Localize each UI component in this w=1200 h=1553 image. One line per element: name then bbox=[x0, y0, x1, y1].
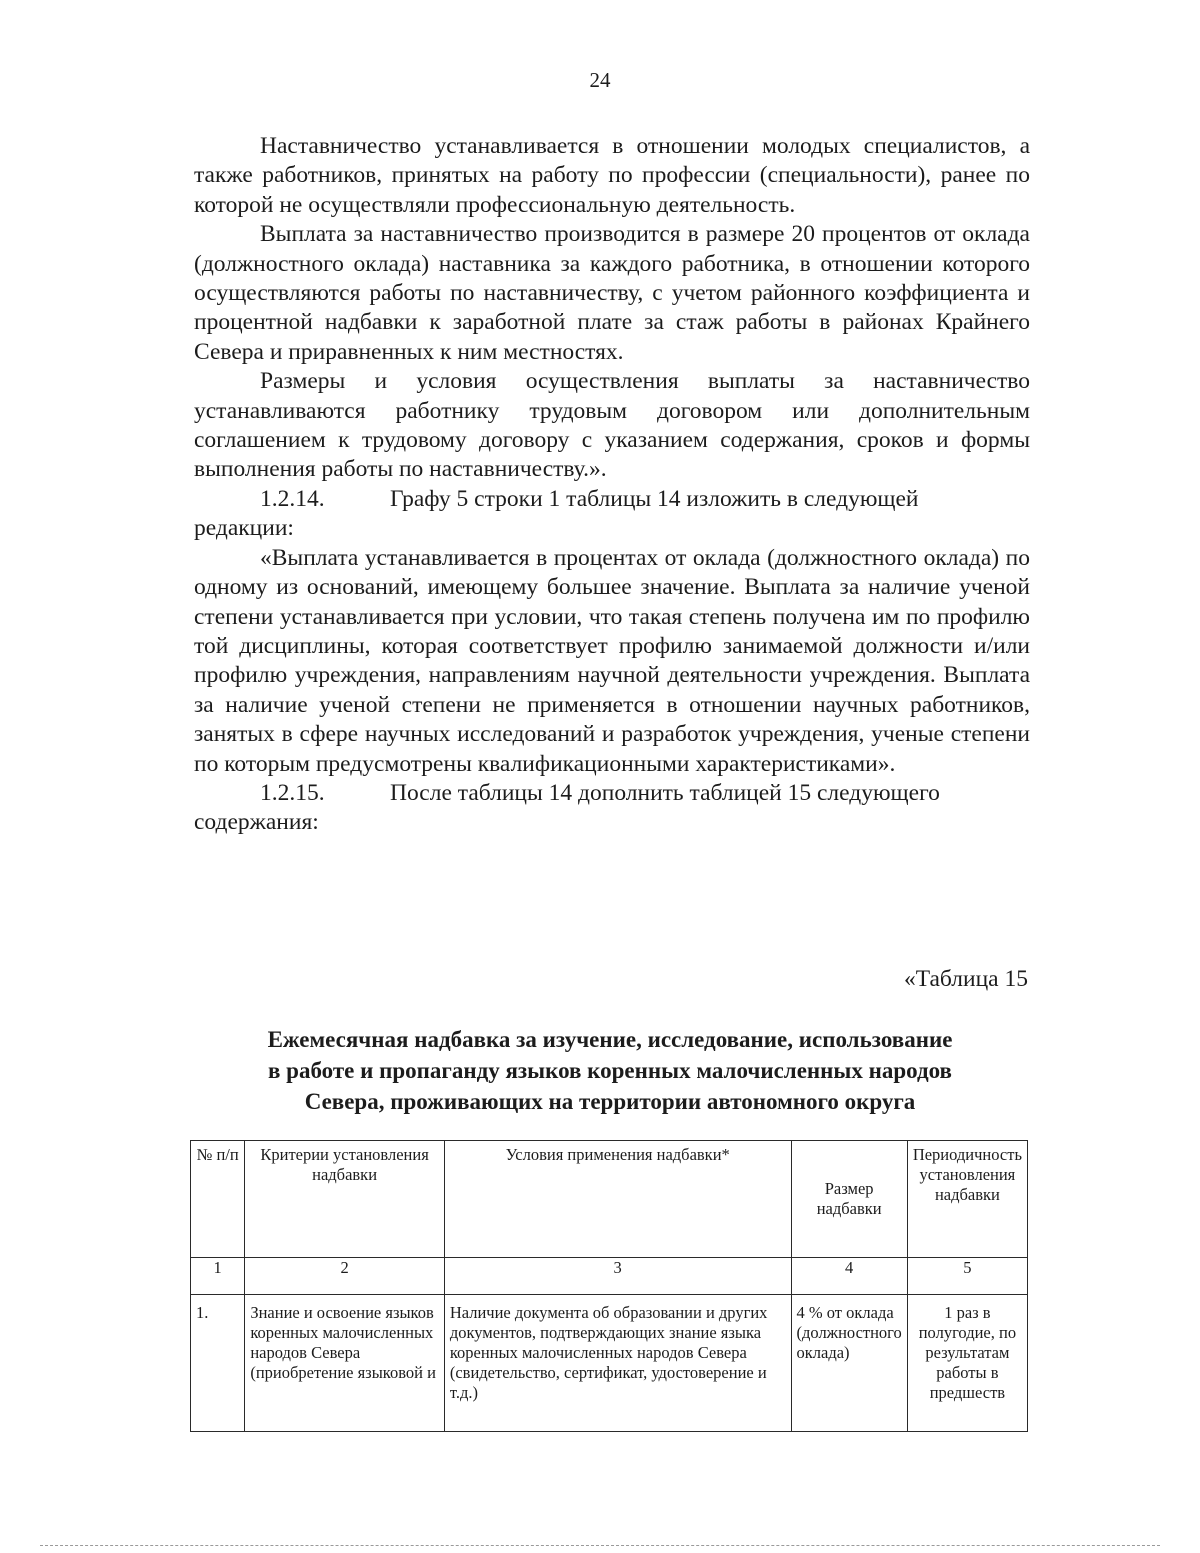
column-number: 3 bbox=[444, 1258, 791, 1295]
column-number: 1 bbox=[191, 1258, 245, 1295]
column-number-row bbox=[191, 1258, 1028, 1295]
clause-text-tail: содержания: bbox=[194, 809, 319, 836]
page-bottom-divider bbox=[40, 1545, 1160, 1546]
clause-1-2-15 bbox=[194, 779, 1030, 838]
periodicity-cell: 1 раз в полугодие, по результатам работы в предшеств bbox=[907, 1295, 1027, 1432]
clause-number: 1.2.15. bbox=[260, 779, 325, 806]
header-criteria: Критерии установления надбавки bbox=[245, 1141, 445, 1258]
quoted-paragraph: «Выплата устанавливается в процентах от оклада (должностного оклада) по одному из оснований, имеющему большее значение. Выплата за наличие ученой степени устанавливается при условии, что такая степень получена им по профилю той дисциплины, которая соответствует профилю занимаемой должности и/или профилю учреждения, направлениям научной деятельности учреждения. Выплата за наличие ученой степени не применяется в отношении научных работников, занятых в сфере научных исследований и разработок учреждения, ученые степени по которым предусмотрены квалификационными характеристиками». bbox=[194, 544, 1030, 777]
clause-text-tail: редакции: bbox=[194, 515, 294, 542]
body-text bbox=[194, 132, 1030, 838]
clause-1-2-14 bbox=[194, 485, 1030, 544]
table-reference: «Таблица 15 bbox=[903, 966, 1028, 992]
column-number: 2 bbox=[245, 1258, 445, 1295]
table-title-line: в работе и пропаганду языков коренных малочисленных народов bbox=[268, 1058, 952, 1083]
header-number: № п/п bbox=[191, 1141, 245, 1258]
table-header-row bbox=[191, 1141, 1028, 1258]
table-row bbox=[191, 1295, 1028, 1432]
paragraph: Выплата за наставничество производится в размере 20 процентов от оклада (должностного оклада) наставника за каждого работника, в отношении которого осуществляются работы по наставничеству, с учетом районного коэффициента и процентной надбавки к заработной плате за стаж работы в районах Крайнего Севера и приравненных к ним местностях. bbox=[194, 221, 1030, 365]
header-periodicity: Периодичность установления надбавки bbox=[907, 1141, 1027, 1258]
conditions-cell: Наличие документа об образовании и других документов, подтверждающих знание языка коренных малочисленных народов Севера (свидетельство, сертификат, удостоверение и т.д.) bbox=[444, 1295, 791, 1432]
paragraph: Наставничество устанавливается в отношении молодых специалистов, а также работников, принятых на работу по профессии (специальности), ранее по которой не осуществляли профессиональную деятельность. bbox=[194, 133, 1030, 218]
row-number: 1. bbox=[191, 1295, 245, 1432]
page-number: 24 bbox=[589, 68, 611, 92]
clause-text: После таблицы 14 дополнить таблицей 15 следующего bbox=[390, 779, 940, 806]
header-conditions: Условия применения надбавки* bbox=[444, 1141, 791, 1258]
header-amount: Размер надбавки bbox=[791, 1141, 907, 1258]
clause-number: 1.2.14. bbox=[260, 485, 325, 512]
table-title bbox=[190, 1024, 1030, 1117]
table-title-line: Севера, проживающих на территории автономного округа bbox=[304, 1089, 916, 1114]
table-title-line: Ежемесячная надбавка за изучение, исследование, использование bbox=[267, 1027, 953, 1052]
paragraph: Размеры и условия осуществления выплаты за наставничество устанавливаются работнику трудовым договором или дополнительным соглашением к трудовому договору с указанием содержания, сроков и формы выполнения работы по наставничеству.». bbox=[194, 368, 1030, 483]
criteria-cell: Знание и освоение языков коренных малочисленных народов Севера (приобретение языковой и bbox=[245, 1295, 445, 1432]
allowance-table bbox=[190, 1140, 1028, 1432]
amount-cell: 4 % от оклада (должностного оклада) bbox=[791, 1295, 907, 1432]
column-number: 4 bbox=[791, 1258, 907, 1295]
clause-text: Графу 5 строки 1 таблицы 14 изложить в следующей bbox=[390, 485, 919, 512]
column-number: 5 bbox=[907, 1258, 1027, 1295]
